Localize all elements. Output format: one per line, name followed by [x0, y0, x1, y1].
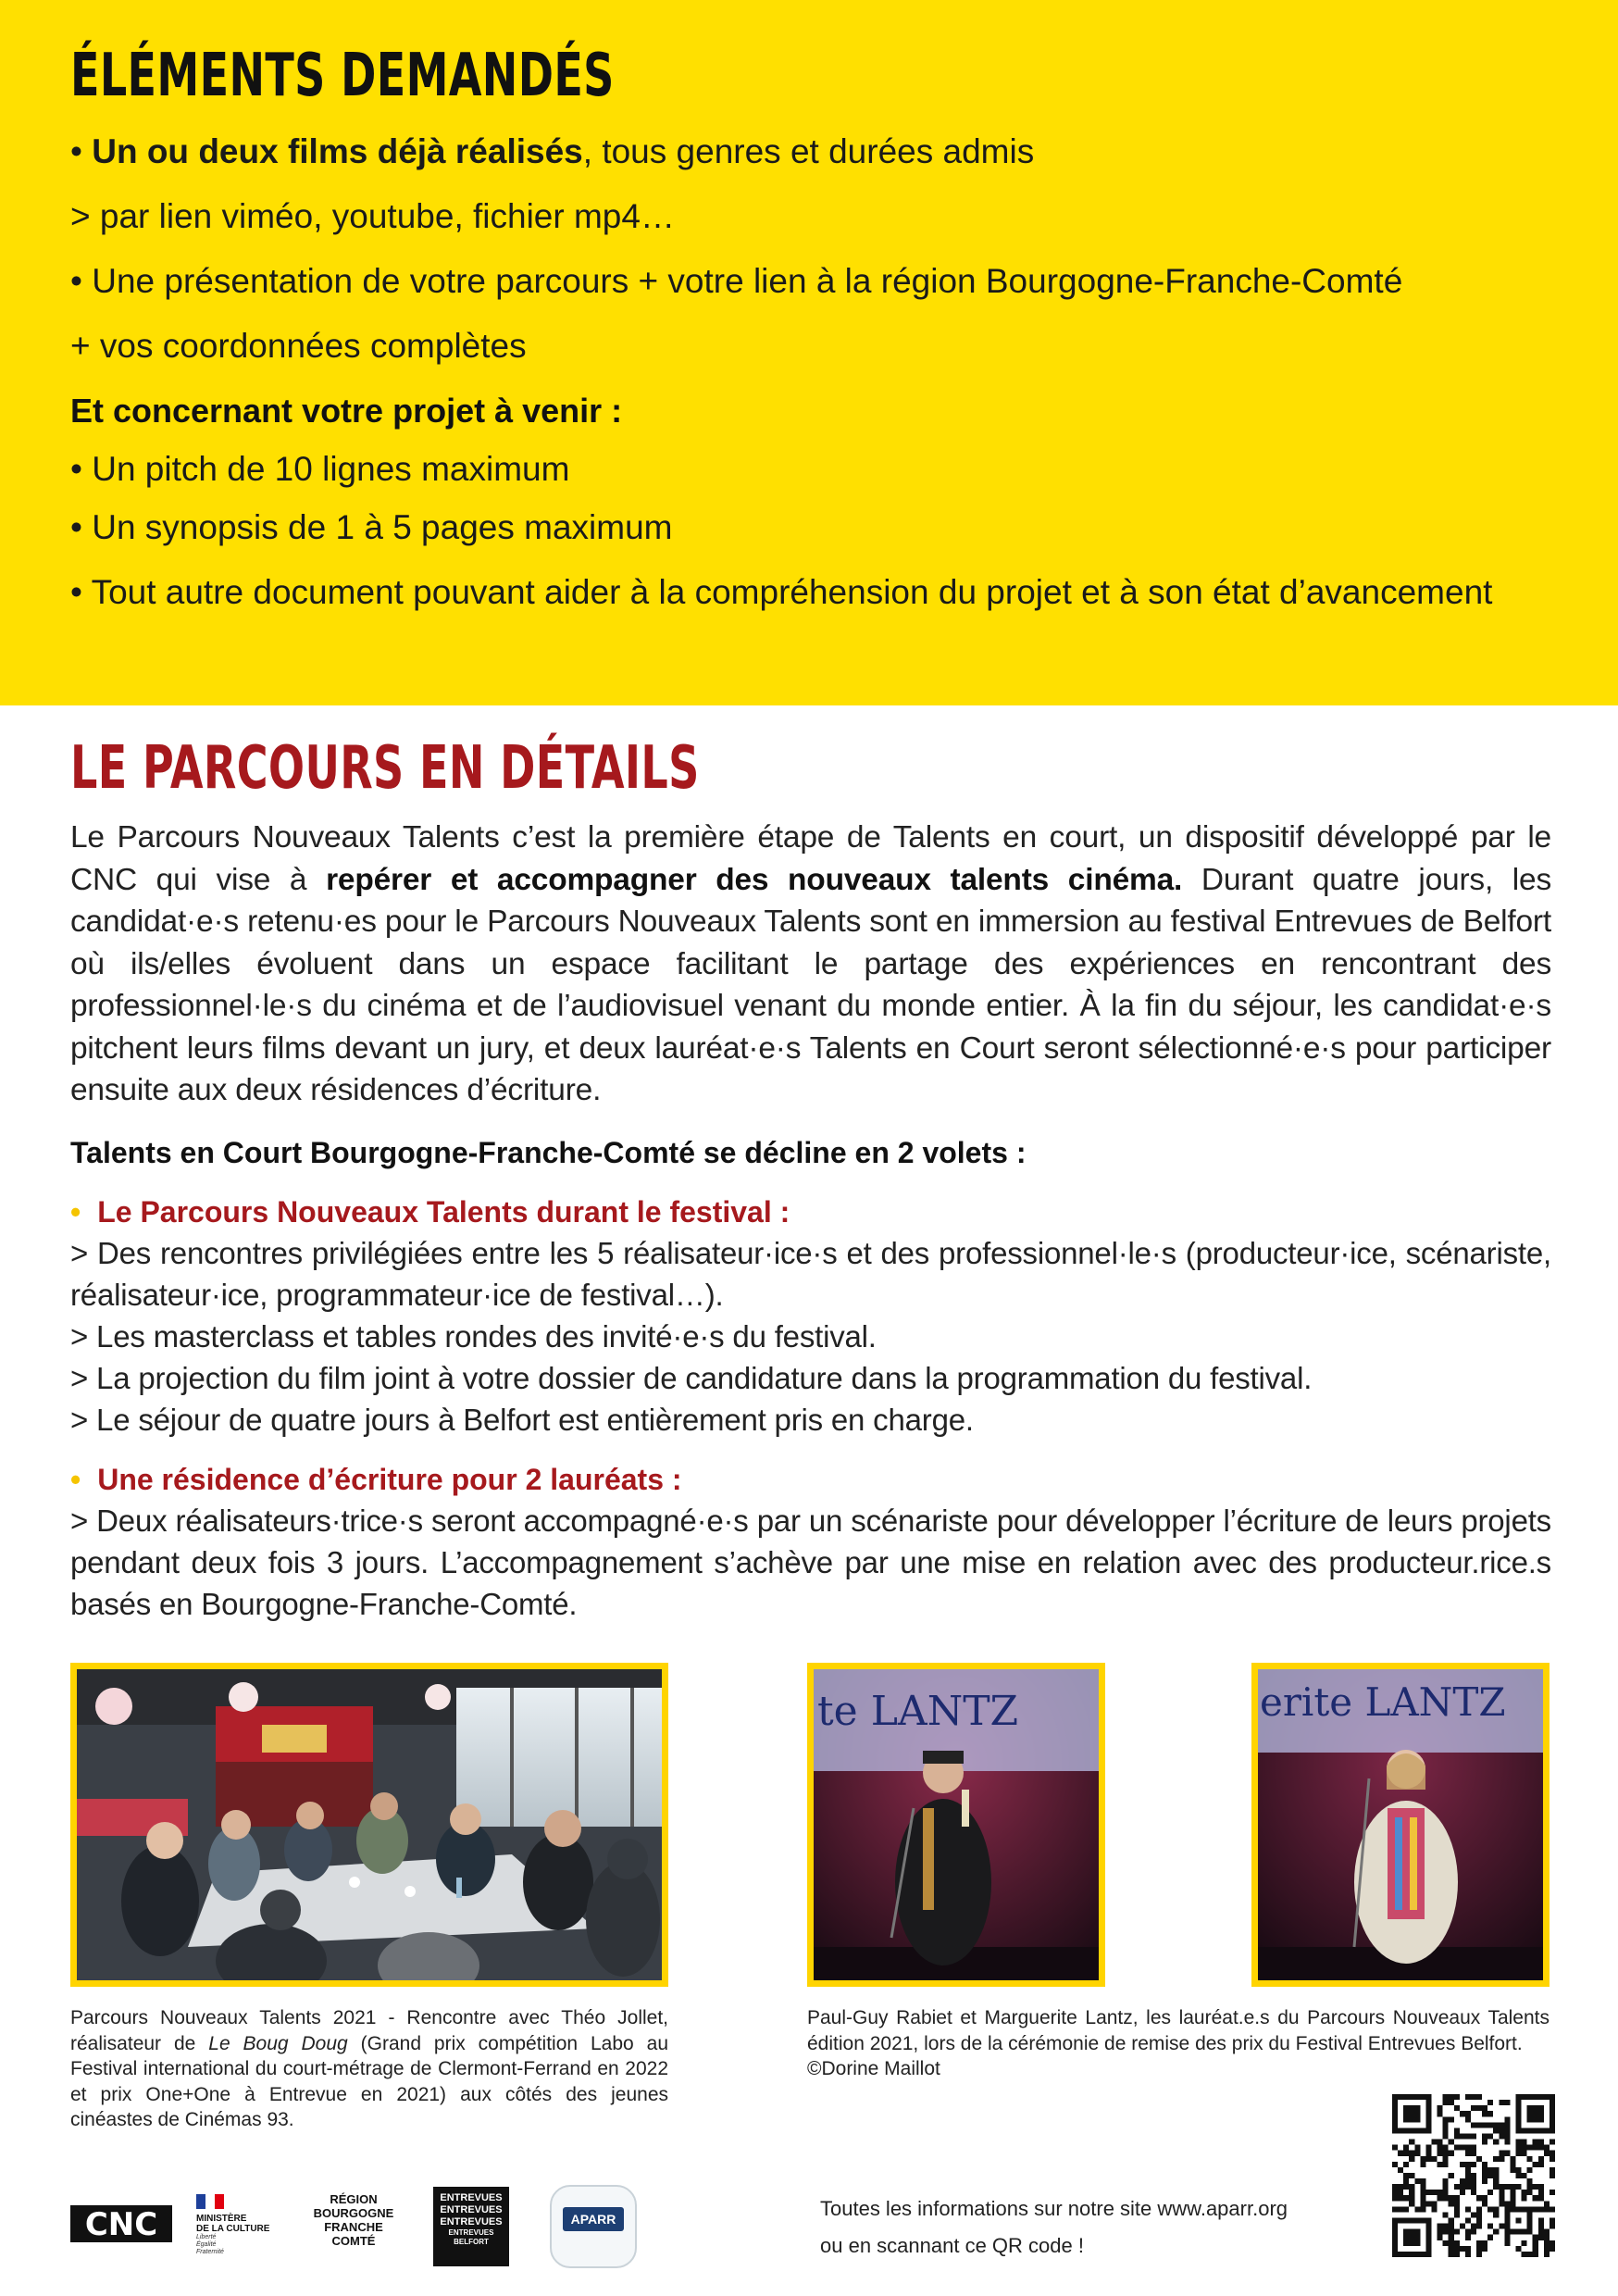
screen-name-text: erite LANTZ: [1260, 1679, 1506, 1725]
requested-item-presentation: • Une présentation de votre parcours + votre lien à la région Bourgogne-Franche-Comté: [70, 262, 1403, 300]
caption-meeting-start: Parcours Nouveaux Talents 2021 - Rencontre avec Théo Jollet, réalisateur de: [70, 2007, 668, 2054]
photo-meeting: [70, 1663, 668, 1987]
entrevues-logo: [433, 2187, 509, 2266]
ministere-motto: Égalité: [196, 2241, 217, 2248]
details-paragraph: [70, 817, 1551, 1112]
ministere-motto: Fraternité: [196, 2249, 224, 2255]
bullet-icon: •: [70, 1462, 81, 1496]
region-line: FRANCHE: [324, 2220, 383, 2234]
screen-name-text: te LANTZ: [817, 1688, 1019, 1735]
entrevues-line: ENTREVUES BELFORT: [448, 2228, 494, 2246]
cnc-logo-text: CNC: [84, 2206, 158, 2243]
ministere-line: DE LA CULTURE: [196, 2224, 270, 2234]
volet-residence-title-text: Une résidence d’écriture pour 2 lauréats :: [97, 1462, 682, 1496]
volet-residence-item: > Deux réalisateurs·trice·s seront accompagné·e·s par un scénariste pour développer l’écriture de leurs projets pendant deux fois 3 jours. L’accompagnement s’achève par une mise en relation avec des producteur.rice.s basés en Bourgogne-Franche-Comté.: [70, 1503, 1551, 1621]
volet-residence: [70, 1459, 1551, 1625]
volet-festival-item: > La projection du film joint à votre dossier de candidature dans la programmation du festival.: [70, 1360, 1313, 1395]
ministere-culture-logo: [196, 2194, 280, 2259]
details-paragraph-start: Le Parcours Nouveaux Talents c’est la première étape de Talents en court, un dispositif développé par le CNC qui vise à: [70, 820, 1551, 897]
aparr-logo-text: APARR: [563, 2207, 624, 2231]
caption-meeting-film-title: Le Boug Doug: [208, 2032, 348, 2054]
requested-item-films-bold: Un ou deux films déjà réalisés: [92, 132, 583, 170]
requested-item-films: • Un ou deux films déjà réalisés, tous genres et durées admis: [70, 132, 1035, 170]
photo-meeting-image: [77, 1669, 662, 1980]
volet-festival-item: > Le séjour de quatre jours à Belfort est entièrement pris en charge.: [70, 1402, 974, 1437]
project-subtitle: Et concernant votre projet à venir :: [70, 392, 623, 430]
requested-elements-section: [0, 0, 1618, 705]
volet-festival-title-text: Le Parcours Nouveaux Talents durant le festival :: [97, 1194, 790, 1229]
region-line: COMTÉ: [331, 2234, 376, 2248]
volets-subtitle: Talents en Court Bourgogne-Franche-Comté se décline en 2 volets :: [70, 1135, 1027, 1169]
photo-laureate-1-image: [814, 1669, 1099, 1980]
ministere-motto: Liberté: [196, 2234, 217, 2240]
project-item-other: • Tout autre document pouvant aider à la compréhension du projet et à son état d’avancement: [70, 573, 1493, 611]
caption-laureates: [807, 2005, 1550, 2082]
partner-logos: [70, 2177, 718, 2270]
requested-elements-title: ÉLÉMENTS DEMANDÉS: [70, 42, 615, 110]
caption-meeting-end: (Grand prix compétition Labo au Festival international du court-métrage de Clermont-Ferrand en 2022 et prix One+One à Entrevue en 2021) aux côtés des jeunes cinéastes de Cinémas 93.: [70, 2032, 668, 2130]
requested-item-contact: + vos coordonnées complètes: [70, 327, 527, 365]
project-item-pitch: • Un pitch de 10 lignes maximum: [70, 450, 570, 488]
details-title: LE PARCOURS EN DÉTAILS: [70, 734, 700, 803]
volet-residence-title: [70, 1459, 1551, 1500]
caption-laureates-text: Paul-Guy Rabiet et Marguerite Lantz, les lauréat.e.s du Parcours Nouveaux Talents édition 2021, lors de la cérémonie de remise des prix du Festival Entrevues Belfort.: [807, 2007, 1550, 2054]
requested-item-links: > par lien viméo, youtube, fichier mp4…: [70, 197, 675, 235]
cnc-logo: [70, 2196, 172, 2252]
requested-list: [70, 131, 1548, 619]
caption-meeting: [70, 2005, 668, 2133]
volet-festival: [70, 1192, 1551, 1441]
qr-code[interactable]: [1392, 2094, 1555, 2257]
photo-laureate-1: [807, 1663, 1105, 1987]
entrevues-line: ENTREVUES: [440, 2216, 503, 2227]
marianne-icon: [196, 2194, 224, 2209]
region-line: BOURGOGNE: [313, 2206, 394, 2220]
entrevues-line: ENTREVUES: [440, 2204, 503, 2215]
details-section: [70, 731, 1551, 1625]
details-paragraph-end: Durant quatre jours, les candidat·e·s retenu·es pour le Parcours Nouveaux Talents sont en immersion au festival Entrevues de Belfort où ils/elles évoluent dans un espace facilitant le partage des expériences en rencontrant des professionnel·le·s du cinéma et de l’audiovisuel venant du monde entier. À la fin du séjour, les candidat·e·s pitchent leurs films devant un jury, et deux lauréat·e·s Talents en Court seront sélectionné·e·s pour participer ensuite aux deux résidences d’écriture.: [70, 862, 1551, 1107]
region-bfc-logo: [307, 2192, 400, 2266]
volet-festival-item: > Les masterclass et tables rondes des invité·e·s du festival.: [70, 1318, 877, 1354]
photo-laureate-2: [1251, 1663, 1550, 1987]
photo-credit: ©Dorine Maillot: [807, 2058, 940, 2079]
entrevues-line: ENTREVUES: [440, 2192, 503, 2203]
qr-code-icon: [1392, 2094, 1555, 2257]
volet-festival-item: > Des rencontres privilégiées entre les 5 réalisateur·ice·s et des professionnel·le·s (producteur·ice, scénariste, réalisateur·ice, programmateur·ice de festival…).: [70, 1235, 1551, 1312]
photo-laureate-2-image: [1258, 1669, 1543, 1980]
aparr-logo: [550, 2185, 637, 2268]
bullet-icon: •: [70, 1194, 81, 1229]
volet-festival-title: [70, 1192, 1551, 1232]
ministere-line: MINISTÈRE: [196, 2214, 247, 2224]
requested-item-films-rest: , tous genres et durées admis: [582, 132, 1035, 170]
footer-qr-line: ou en scannant ce QR code !: [820, 2234, 1084, 2257]
details-paragraph-bold: repérer et accompagner des nouveaux talents cinéma.: [326, 862, 1183, 897]
cnc-logo-mark: [70, 2196, 172, 2252]
project-item-synopsis: • Un synopsis de 1 à 5 pages maximum: [70, 508, 673, 546]
region-line: RÉGION: [330, 2192, 378, 2206]
footer-website-line: Toutes les informations sur notre site www.aparr.org: [820, 2197, 1288, 2220]
footer-info: [820, 2190, 1288, 2265]
